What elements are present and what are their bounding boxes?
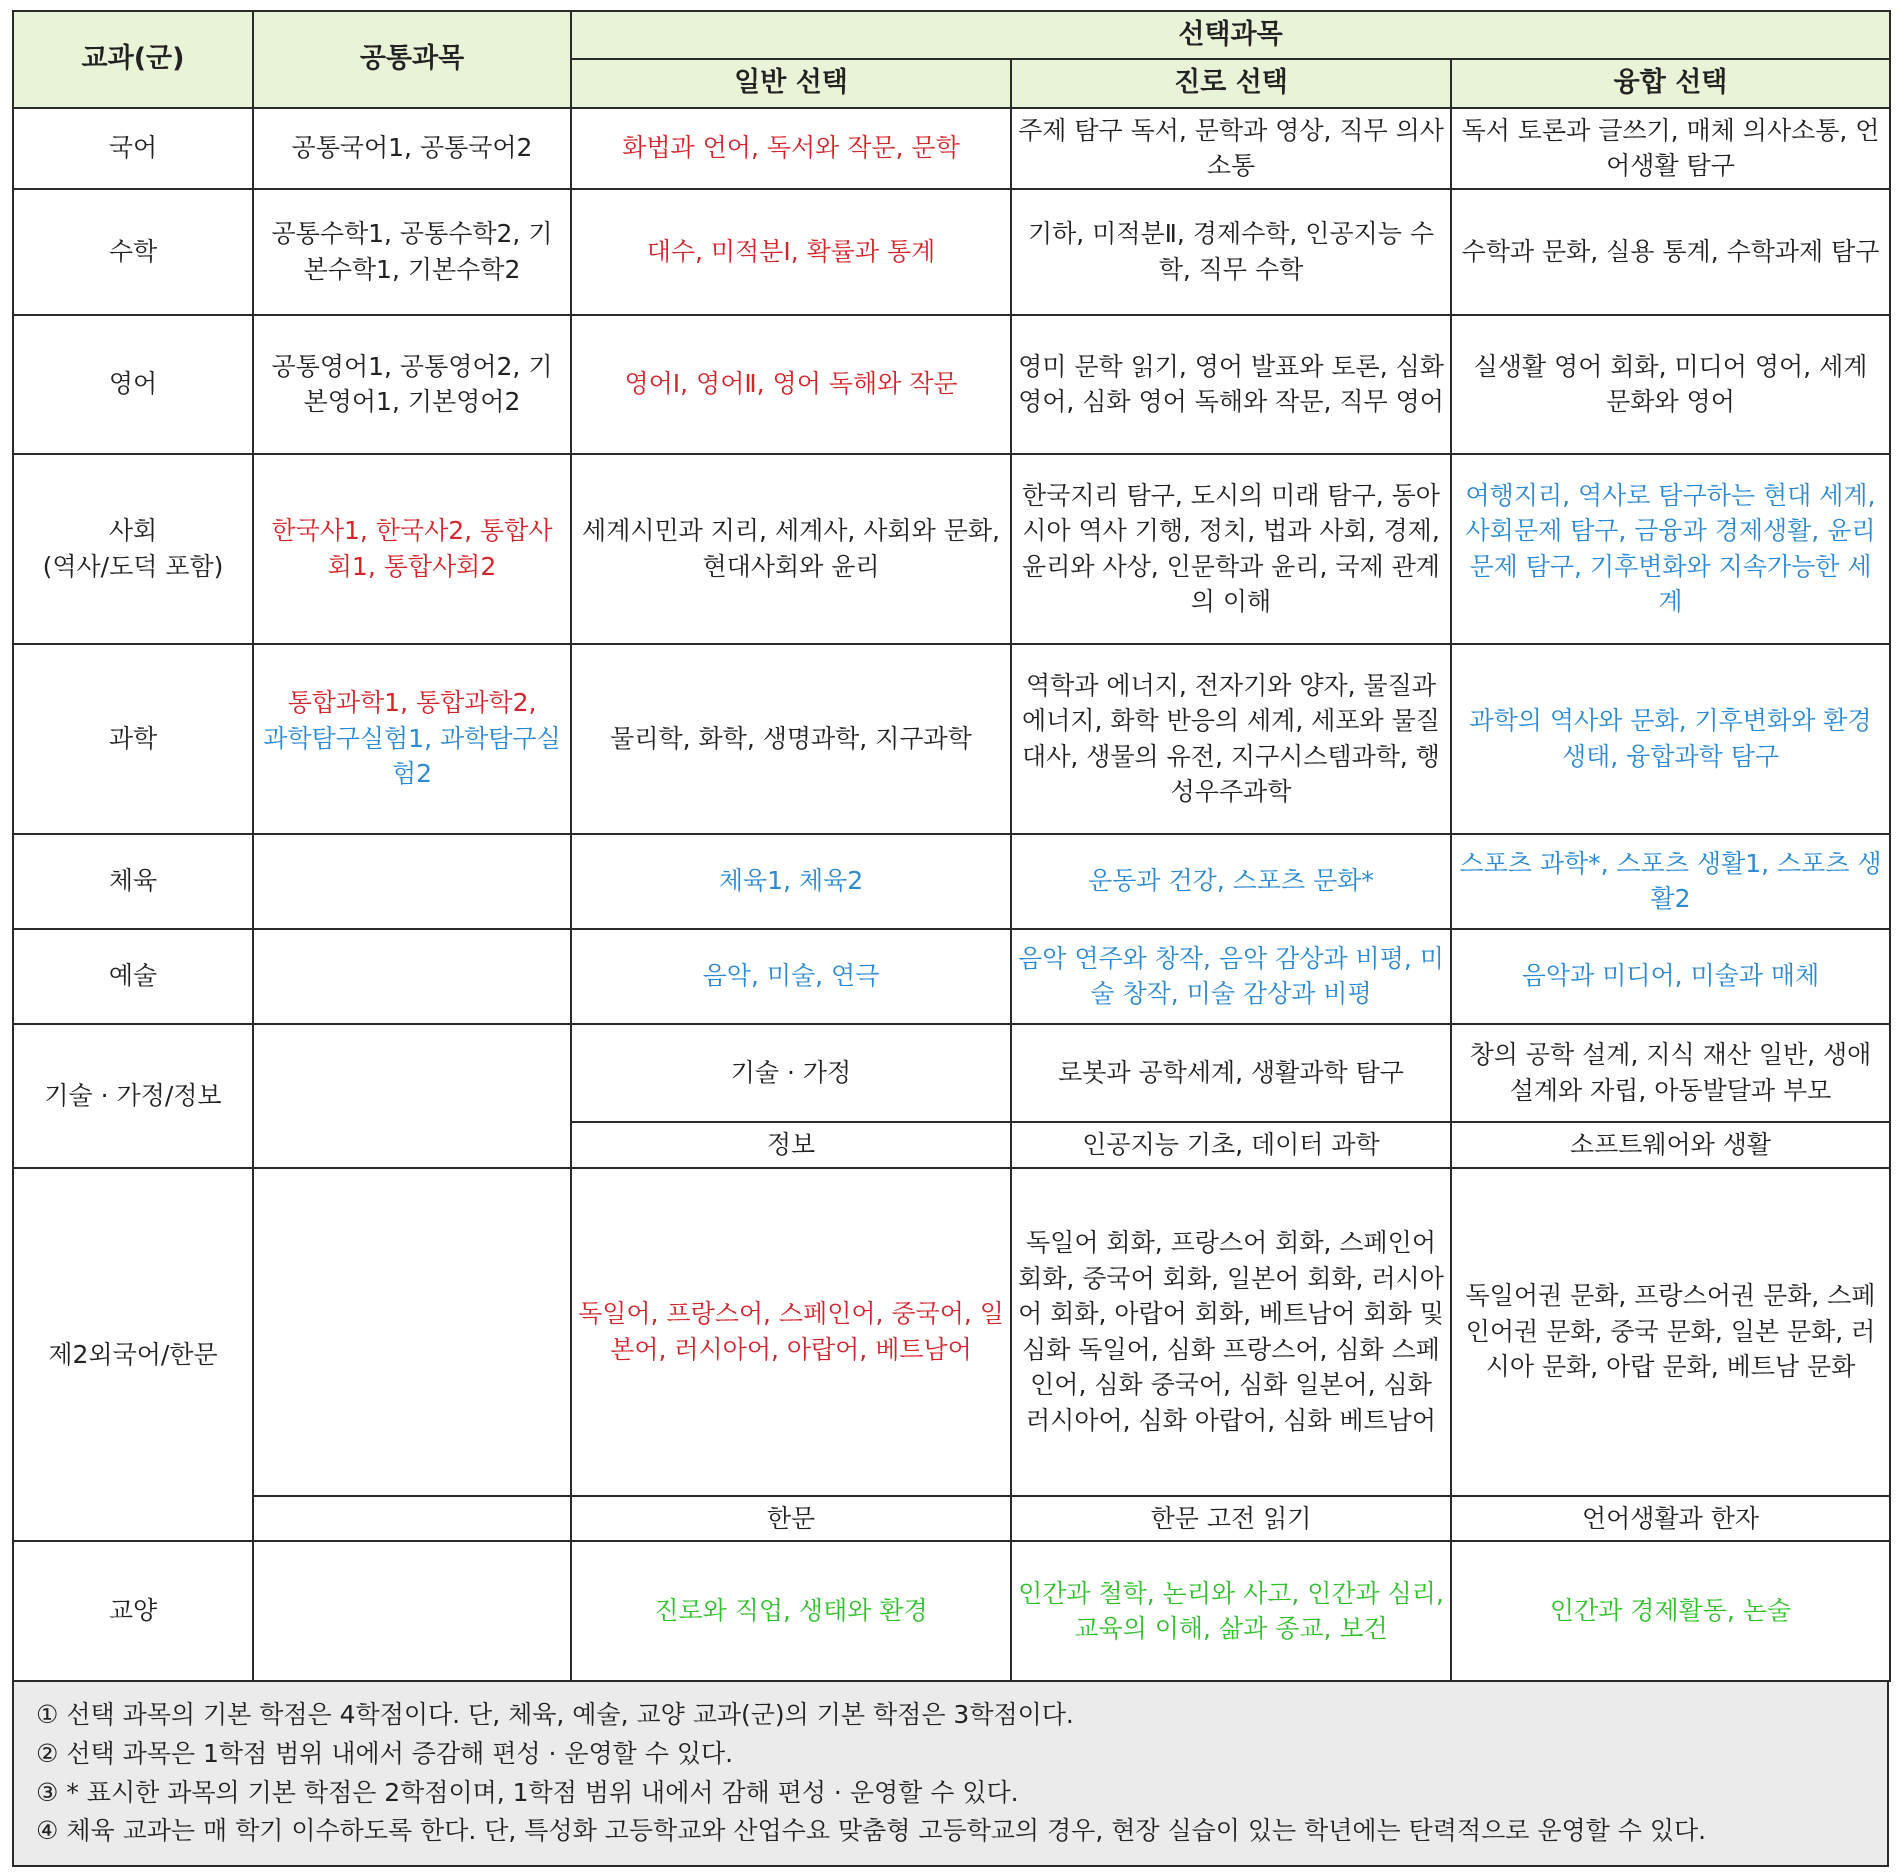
table-row: [13, 929, 1890, 1024]
common-cell-empty: [253, 1541, 571, 1681]
career-cell: 주제 탐구 독서, 문학과 영상, 직무 의사소통: [1011, 108, 1451, 189]
general-cell: 정보: [571, 1122, 1011, 1168]
career-cell: 기하, 미적분Ⅱ, 경제수학, 인공지능 수학, 직무 수학: [1011, 189, 1451, 315]
convergence-cell: 독일어권 문화, 프랑스어권 문화, 스페인어권 문화, 중국 문화, 일본 문화, 러시아 문화, 아랍 문화, 베트남 문화: [1451, 1168, 1890, 1496]
table-row: [13, 315, 1890, 454]
table-row: [13, 1168, 1890, 1496]
general-cell: 영어Ⅰ, 영어Ⅱ, 영어 독해와 작문: [571, 315, 1011, 454]
common-red-text: 통합과학1, 통합과학2,: [287, 688, 537, 718]
header-subject-group: 교과(군): [13, 11, 253, 108]
general-cell: 기술 · 가정: [571, 1024, 1011, 1122]
table-row: [13, 1024, 1890, 1122]
table-row: [13, 454, 1890, 644]
convergence-cell: 창의 공학 설계, 지식 재산 일반, 생애 설계와 자립, 아동발달과 부모: [1451, 1024, 1890, 1122]
table-row: [13, 189, 1890, 315]
convergence-cell: 과학의 역사와 문화, 기후변화와 환경생태, 융합과학 탐구: [1451, 644, 1890, 834]
footnotes-panel: [12, 1682, 1889, 1867]
career-cell: 운동과 건강, 스포츠 문화*: [1011, 834, 1451, 929]
convergence-cell: 인간과 경제활동, 논술: [1451, 1541, 1890, 1681]
curriculum-table-container: [12, 10, 1889, 1867]
career-cell: 독일어 회화, 프랑스어 회화, 스페인어 회화, 중국어 회화, 일본어 회화, 러시아어 회화, 아랍어 회화, 베트남어 회화 및 심화 독일어, 심화 프랑스어, 심화 스페인어, 심화 중국어, 심화 일본어, 심화 러시아어, 심화 아랍어, 심화 베트남어: [1011, 1168, 1451, 1496]
career-cell: 인간과 철학, 논리와 사고, 인간과 심리, 교육의 이해, 삶과 종교, 보건: [1011, 1541, 1451, 1681]
convergence-cell: 독서 토론과 글쓰기, 매체 의사소통, 언어생활 탐구: [1451, 108, 1890, 189]
career-cell: 음악 연주와 창작, 음악 감상과 비평, 미술 창작, 미술 감상과 비평: [1011, 929, 1451, 1024]
header-career-elective: 진로 선택: [1011, 59, 1451, 107]
table-row: [13, 644, 1890, 834]
common-cell: 공통수학1, 공통수학2, 기본수학1, 기본수학2: [253, 189, 571, 315]
subject-name: 사회: [108, 516, 158, 546]
general-cell: 세계시민과 지리, 세계사, 사회와 문화, 현대사회와 윤리: [571, 454, 1011, 644]
common-cell-empty: [253, 1024, 571, 1168]
convergence-cell: 실생활 영어 회화, 미디어 영어, 세계 문화와 영어: [1451, 315, 1890, 454]
convergence-cell: 스포츠 과학*, 스포츠 생활1, 스포츠 생활2: [1451, 834, 1890, 929]
header-convergence-elective: 융합 선택: [1451, 59, 1890, 107]
general-cell: 진로와 직업, 생태와 환경: [571, 1541, 1011, 1681]
convergence-cell: 소프트웨어와 생활: [1451, 1122, 1890, 1168]
convergence-cell: 여행지리, 역사로 탐구하는 현대 세계, 사회문제 탐구, 금융과 경제생활, 윤리문제 탐구, 기후변화와 지속가능한 세계: [1451, 454, 1890, 644]
subject-cell: 국어: [13, 108, 253, 189]
career-cell: 인공지능 기초, 데이터 과학: [1011, 1122, 1451, 1168]
subject-cell: [13, 454, 253, 644]
convergence-cell: 언어생활과 한자: [1451, 1496, 1890, 1542]
curriculum-table: [12, 10, 1891, 1682]
common-blue-text: 과학탐구실험1, 과학탐구실험2: [263, 723, 561, 789]
subject-cell: 기술 · 가정/정보: [13, 1024, 253, 1168]
career-cell: 한문 고전 읽기: [1011, 1496, 1451, 1542]
subject-cell: 교양: [13, 1541, 253, 1681]
common-cell: 공통영어1, 공통영어2, 기본영어1, 기본영어2: [253, 315, 571, 454]
general-cell: 음악, 미술, 연극: [571, 929, 1011, 1024]
career-cell: 로봇과 공학세계, 생활과학 탐구: [1011, 1024, 1451, 1122]
convergence-cell: 수학과 문화, 실용 통계, 수학과제 탐구: [1451, 189, 1890, 315]
subject-cell: 제2외국어/한문: [13, 1168, 253, 1542]
header-common-subjects: 공통과목: [253, 11, 571, 108]
table-row: [13, 834, 1890, 929]
table-row: [13, 108, 1890, 189]
common-cell-empty: [253, 1168, 571, 1496]
table-row: [13, 1496, 1890, 1542]
common-cell: 공통국어1, 공통국어2: [253, 108, 571, 189]
subject-cell: 수학: [13, 189, 253, 315]
general-cell: 물리학, 화학, 생명과학, 지구과학: [571, 644, 1011, 834]
common-cell-empty: [253, 929, 571, 1024]
general-cell: 독일어, 프랑스어, 스페인어, 중국어, 일본어, 러시아어, 아랍어, 베트남어: [571, 1168, 1011, 1496]
subject-cell: 체육: [13, 834, 253, 929]
subject-note: (역사/도덕 포함): [42, 551, 224, 581]
footnote: ④ 체육 교과는 매 학기 이수하도록 한다. 단, 특성화 고등학교와 산업수요 맞춤형 고등학교의 경우, 현장 실습이 있는 학년에는 탄력적으로 운영할 수 있다.: [36, 1816, 1707, 1846]
subject-cell: 예술: [13, 929, 253, 1024]
general-cell: 대수, 미적분Ⅰ, 확률과 통계: [571, 189, 1011, 315]
subject-cell: 영어: [13, 315, 253, 454]
common-cell: [253, 644, 571, 834]
footnote: ③ * 표시한 과목의 기본 학점은 2학점이며, 1학점 범위 내에서 감해 편성 · 운영할 수 있다.: [36, 1777, 1019, 1807]
general-cell: 체육1, 체육2: [571, 834, 1011, 929]
career-cell: 한국지리 탐구, 도시의 미래 탐구, 동아시아 역사 기행, 정치, 법과 사회, 경제, 윤리와 사상, 인문학과 윤리, 국제 관계의 이해: [1011, 454, 1451, 644]
common-cell-empty: [253, 834, 571, 929]
subject-cell: 과학: [13, 644, 253, 834]
general-cell: 한문: [571, 1496, 1011, 1542]
convergence-cell: 음악과 미디어, 미술과 매체: [1451, 929, 1890, 1024]
header-elective-subjects: 선택과목: [571, 11, 1890, 59]
table-row: [13, 1541, 1890, 1681]
footnote: ② 선택 과목은 1학점 범위 내에서 증감해 편성 · 운영할 수 있다.: [36, 1738, 734, 1768]
header-general-elective: 일반 선택: [571, 59, 1011, 107]
common-cell-empty: [253, 1496, 571, 1542]
footnote: ① 선택 과목의 기본 학점은 4학점이다. 단, 체육, 예술, 교양 교과(군)의 기본 학점은 3학점이다.: [36, 1700, 1074, 1730]
career-cell: 역학과 에너지, 전자기와 양자, 물질과 에너지, 화학 반응의 세계, 세포와 물질대사, 생물의 유전, 지구시스템과학, 행성우주과학: [1011, 644, 1451, 834]
common-cell: 한국사1, 한국사2, 통합사회1, 통합사회2: [253, 454, 571, 644]
general-cell: 화법과 언어, 독서와 작문, 문학: [571, 108, 1011, 189]
career-cell: 영미 문학 읽기, 영어 발표와 토론, 심화 영어, 심화 영어 독해와 작문, 직무 영어: [1011, 315, 1451, 454]
